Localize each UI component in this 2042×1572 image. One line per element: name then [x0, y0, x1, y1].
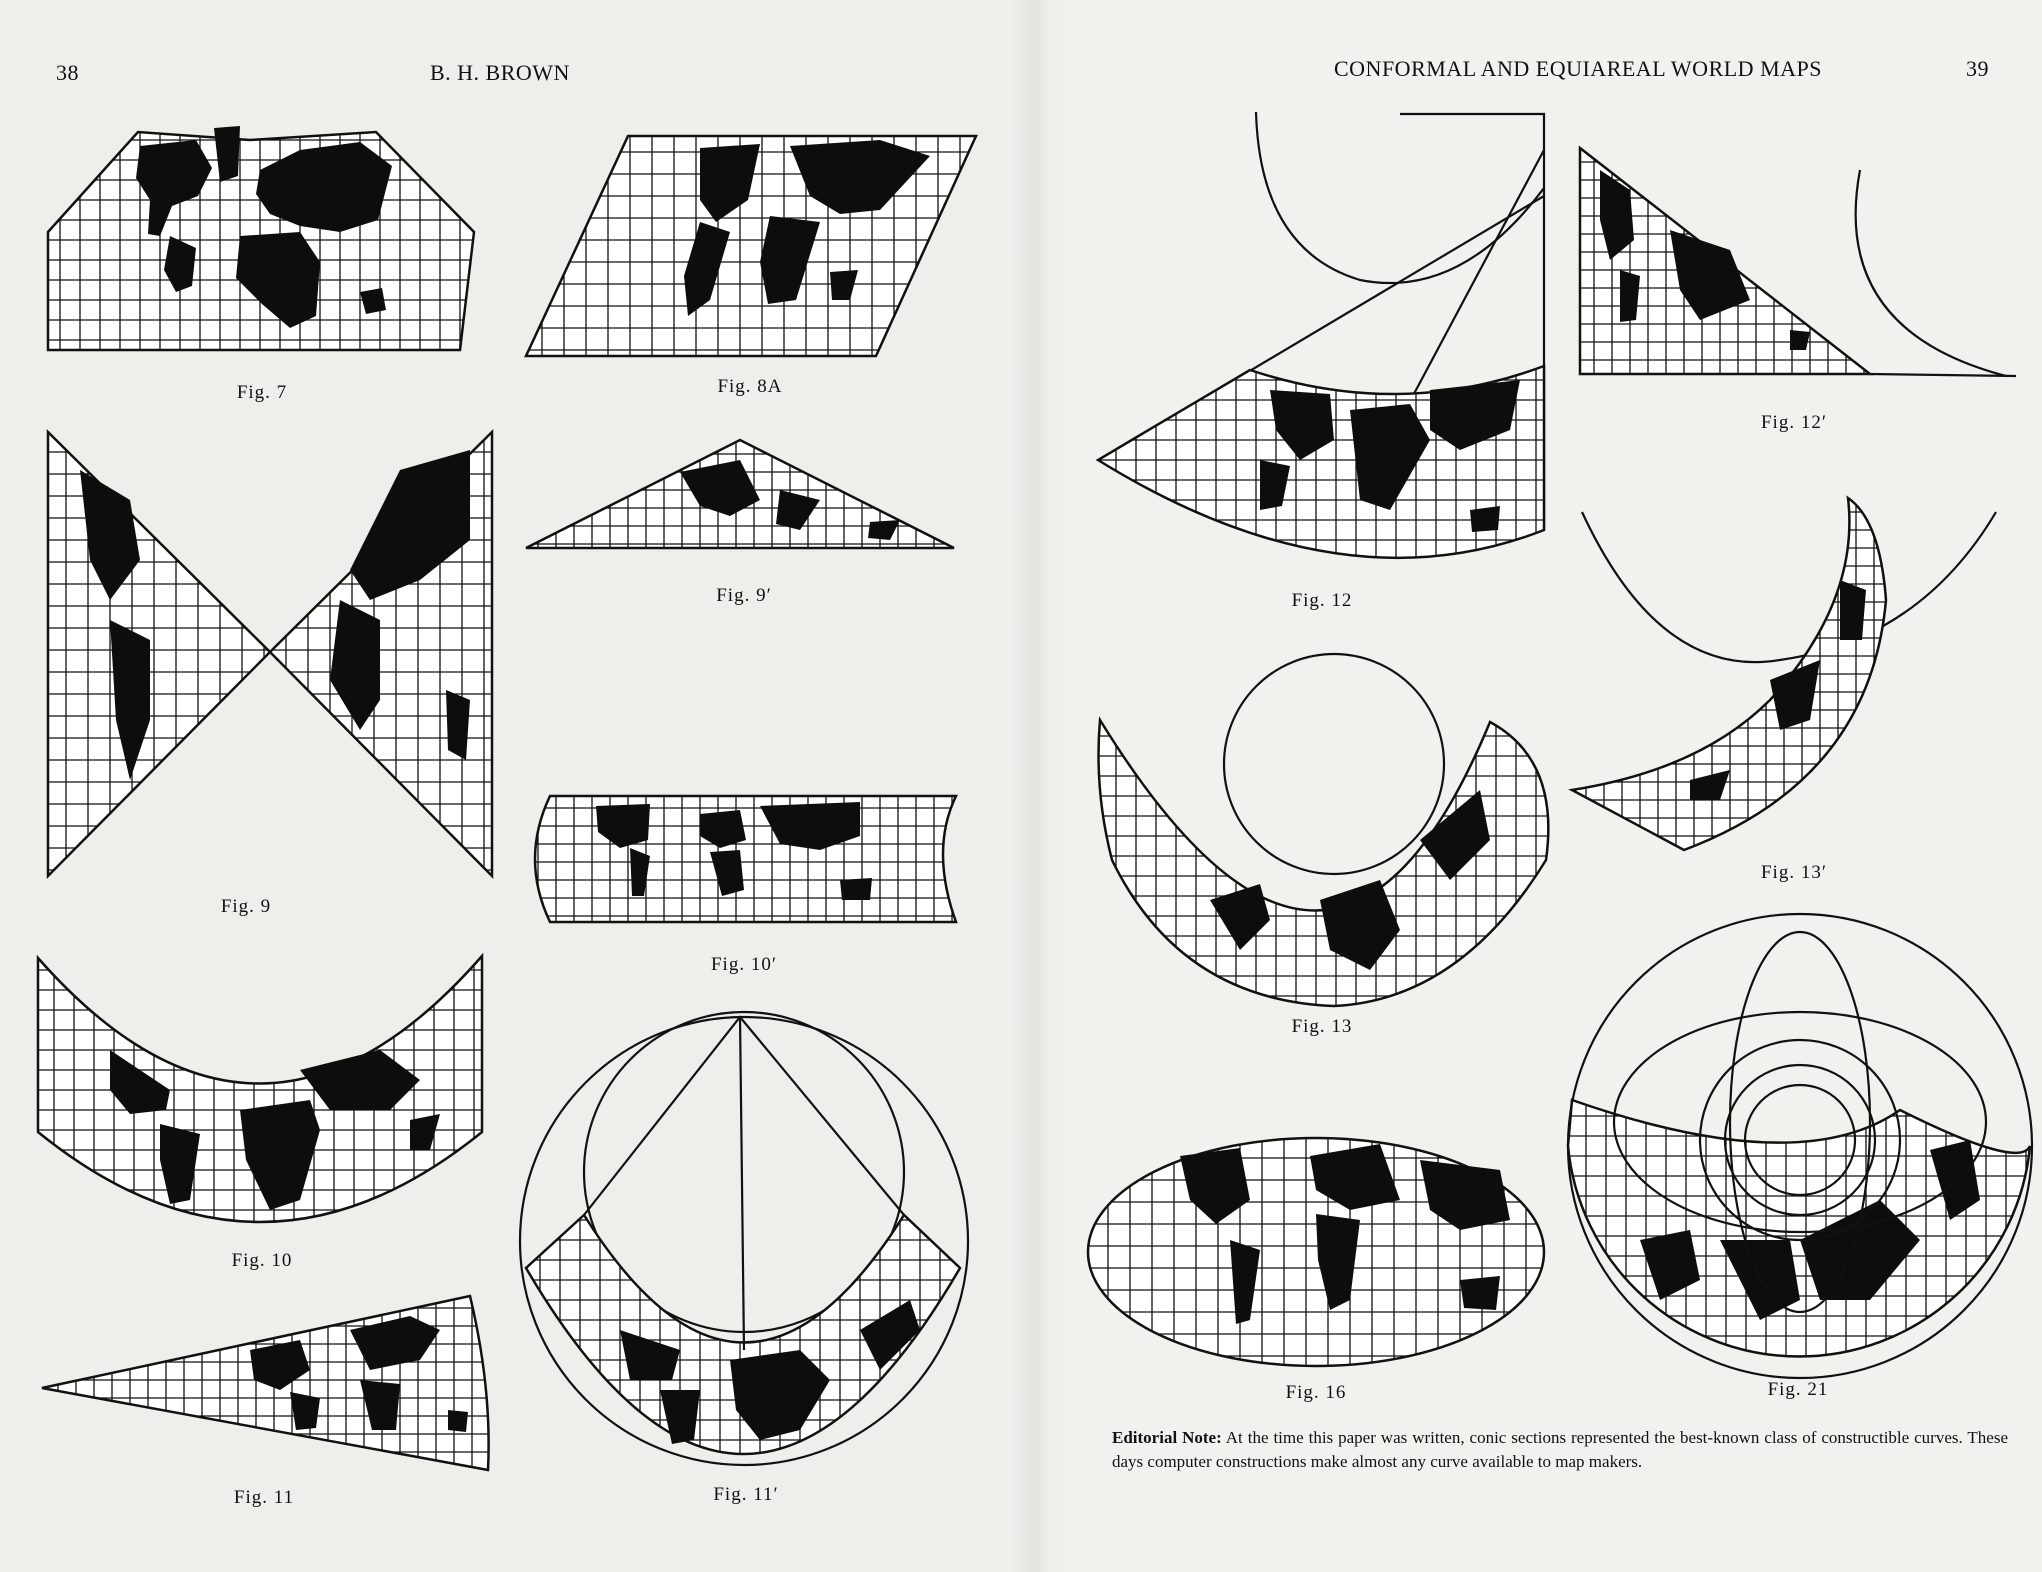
fig10-map	[34, 950, 486, 1240]
caption-fig9p: Fig. 9′	[716, 585, 772, 606]
fig9-map	[44, 430, 496, 880]
editorial-note	[1112, 1426, 2008, 1474]
fig9p-map	[520, 436, 960, 552]
caption-fig12p: Fig. 12′	[1760, 412, 1828, 433]
fig16-map	[1086, 1136, 1546, 1368]
caption-fig13p: Fig. 13′	[1760, 862, 1828, 883]
fig11-map	[40, 1290, 494, 1474]
editorial-note-label: Editorial Note:	[1112, 1428, 1222, 1447]
left-page-number: 38	[56, 60, 79, 85]
caption-fig11p: Fig. 11′	[713, 1484, 779, 1505]
fig8a-map	[520, 130, 980, 360]
caption-fig10: Fig. 10	[231, 1250, 293, 1271]
editorial-note-text: At the time this paper was written, conic sections represented the best-known class of constructible curves. These days computer constructions make almost any curve available to map makers.	[1112, 1428, 2008, 1471]
caption-fig8a: Fig. 8A	[717, 376, 783, 397]
fig11p-map	[520, 1012, 968, 1480]
caption-fig12: Fig. 12	[1291, 590, 1353, 611]
caption-fig10p: Fig. 10′	[710, 954, 778, 975]
caption-fig16: Fig. 16	[1285, 1382, 1347, 1403]
caption-fig21: Fig. 21	[1767, 1379, 1829, 1400]
fig7-map	[40, 120, 480, 352]
right-page-number: 39	[1966, 56, 1989, 81]
fig13-map	[1096, 654, 1550, 1010]
caption-fig7: Fig. 7	[236, 382, 288, 403]
fig21-map	[1566, 914, 2034, 1380]
caption-fig9: Fig. 9	[220, 896, 272, 917]
fig10p-map	[520, 790, 960, 926]
fig12p-map	[1576, 144, 2016, 378]
left-running-head: B. H. BROWN	[430, 60, 570, 85]
fig13p-map	[1568, 494, 1996, 854]
fig12-map	[1096, 112, 1548, 580]
caption-fig13: Fig. 13	[1291, 1016, 1353, 1037]
caption-fig11: Fig. 11	[233, 1487, 295, 1508]
right-running-head: CONFORMAL AND EQUIAREAL WORLD MAPS	[1334, 56, 1822, 81]
